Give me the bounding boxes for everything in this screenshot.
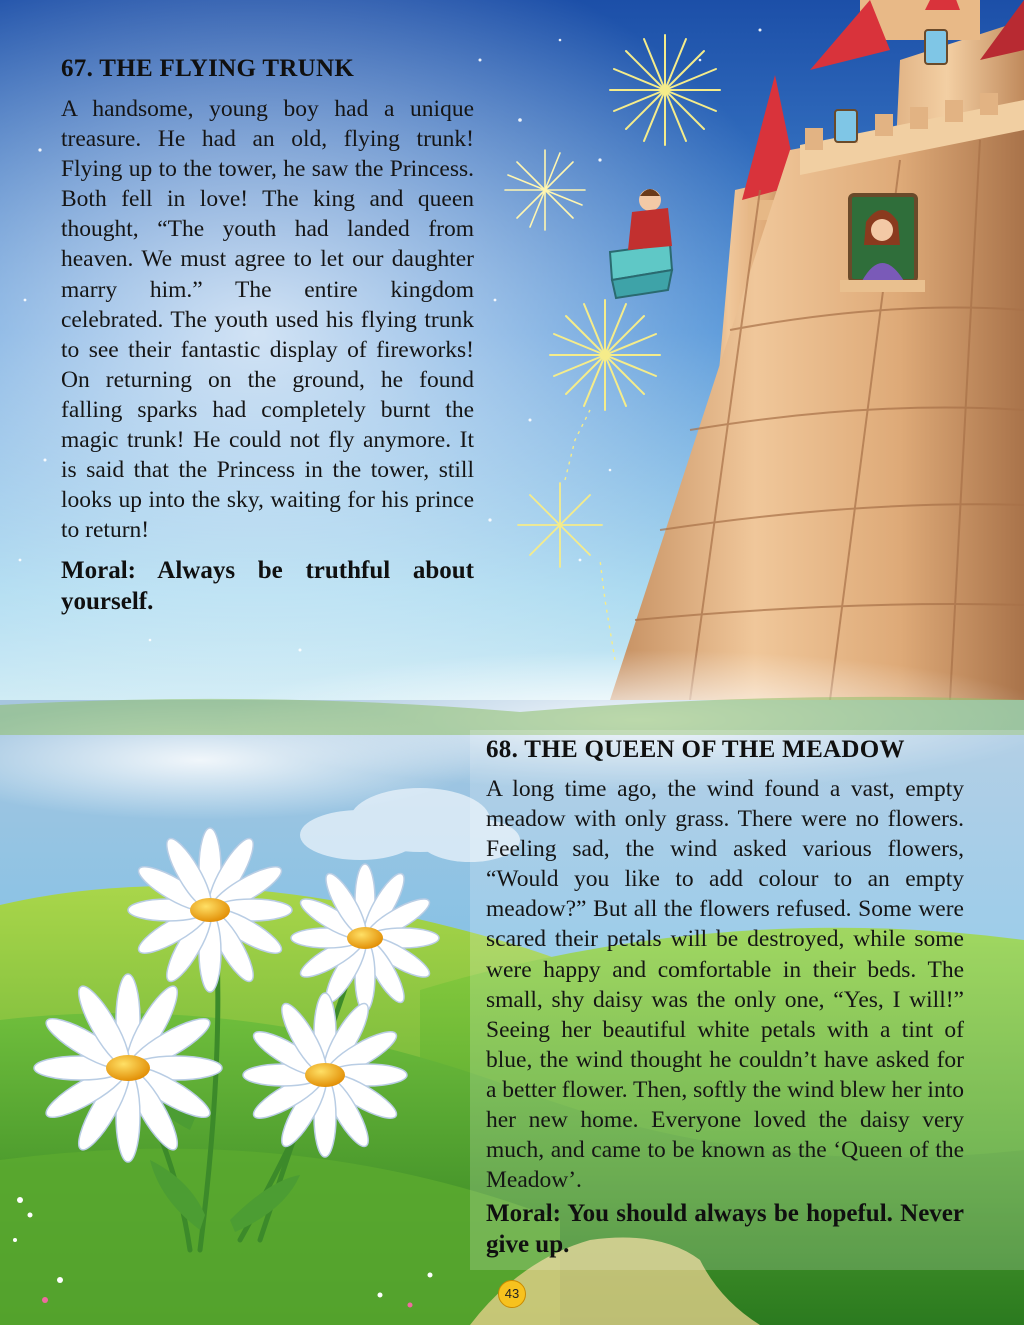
story-68-title: 68. THE QUEEN OF THE MEADOW: [486, 736, 905, 763]
firework-3: [550, 300, 660, 410]
firework-4: [518, 483, 602, 567]
page-number-badge: 43: [498, 1280, 526, 1308]
story-68-body: A long time ago, the wind found a vast, empty meadow with only grass. There were no flowers. Feeling sad, the wind asked various flowers, “Would you like to add colour to an empty meadow?” But all the flowers refused. Some were scared their petals will be destroyed, while some were happy and comfortable in their beds. The small, shy daisy was the only one, “Yes, I will!” Seeing her beautiful white petals with a tint of blue, the wind thought he couldn’t have asked for a better flower. Then, softly the wind blew her into her new home. Everyone loved the daisy very much, and came to be known as the ‘Queen of the Meadow’.: [486, 776, 964, 1194]
story-67-body: A handsome, young boy had a unique treasure. He had an old, flying trunk! Flying up to the tower, he saw the Princess. Both fell in love! The king and queen thought, “The youth had landed from heaven. We must agree to let our daughter marry him.” The entire kingdom celebrated. The youth used his flying trunk to see their fantastic display of fireworks! On returning on the ground, he found falling sparks had completely burnt the magic trunk! He could not fly anymore. It is said that the Princess in the tower, still looks up into the sky, waiting for his prince to return!: [61, 96, 474, 544]
firework-1: [610, 35, 720, 145]
firework-2: [505, 150, 585, 230]
story-67-title: 67. THE FLYING TRUNK: [61, 55, 355, 82]
story-67-moral: Moral: Always be truthful about yourself.: [61, 557, 474, 615]
story-68-moral: Moral: You should always be hopeful. Never give up.: [486, 1200, 964, 1258]
